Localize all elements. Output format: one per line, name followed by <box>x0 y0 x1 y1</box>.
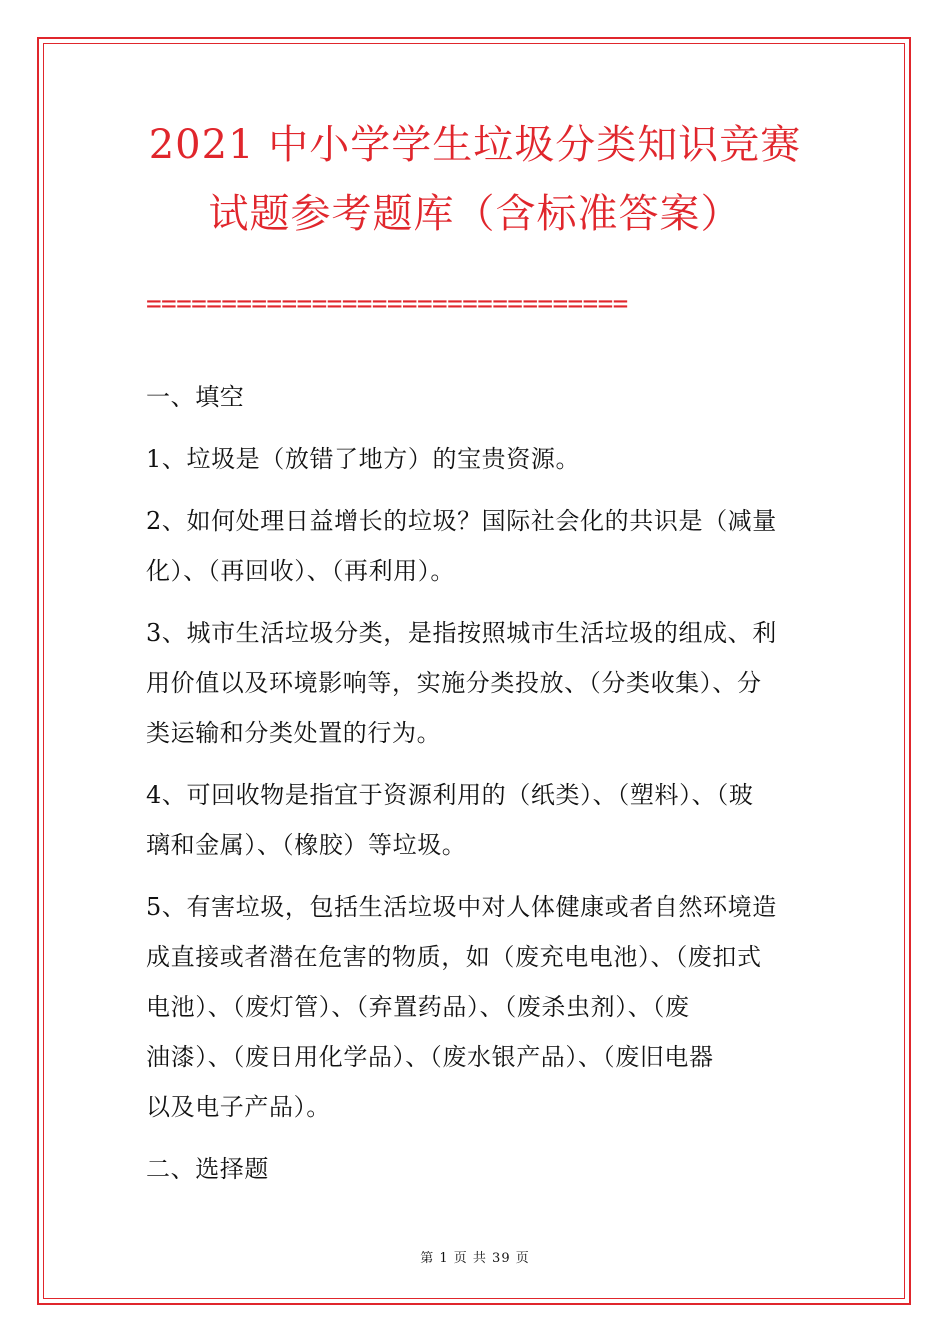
question-2-line-2: 化）、（再回收）、（再利用）。 <box>146 557 455 585</box>
question-5-line-3: 电池）、（废灯管）、（弃置药品）、（废杀虫剂）、（废 <box>146 993 690 1021</box>
question-2-line-1: 2、如何处理日益增长的垃圾？国际社会化的共识是（减量 <box>146 507 777 535</box>
page-footer: 第 1 页 共 39 页 <box>420 1251 530 1266</box>
question-5-line-1: 5、有害垃圾，包括生活垃圾中对人体健康或者自然环境造 <box>146 893 777 921</box>
question-3-line-1: 3、城市生活垃圾分类，是指按照城市生活垃圾的组成、利 <box>146 619 777 647</box>
question-5-line-5: 以及电子产品）。 <box>146 1093 331 1121</box>
question-1-line-1: 1、垃圾是（放错了地方）的宝贵资源。 <box>146 445 581 473</box>
question-4-line-1: 4、可回收物是指宜于资源利用的（纸类）、（塑料）、（玻 <box>146 781 754 809</box>
question-5-line-2: 成直接或者潜在危害的物质，如（废充电电池）、（废扣式 <box>146 943 762 971</box>
question-3-line-2: 用价值以及环境影响等，实施分类投放、（分类收集）、分 <box>146 669 762 697</box>
section-heading-fill-blank: 一、填空 <box>146 383 245 411</box>
question-5-line-4: 油漆）、（废日用化学品）、（废水银产品）、（废旧电器 <box>146 1043 714 1071</box>
section-heading-multiple-choice: 二、选择题 <box>146 1155 269 1183</box>
question-3-line-3: 类运输和分类处置的行为。 <box>146 719 442 747</box>
title-separator: ================================ <box>146 290 628 318</box>
question-4-line-2: 璃和金属）、（橡胶）等垃圾。 <box>146 831 467 859</box>
document-title-line-1: 2021 中小学学生垃圾分类知识竞赛 <box>148 122 802 168</box>
document-title-line-2: 试题参考题库（含标准答案） <box>208 191 742 237</box>
